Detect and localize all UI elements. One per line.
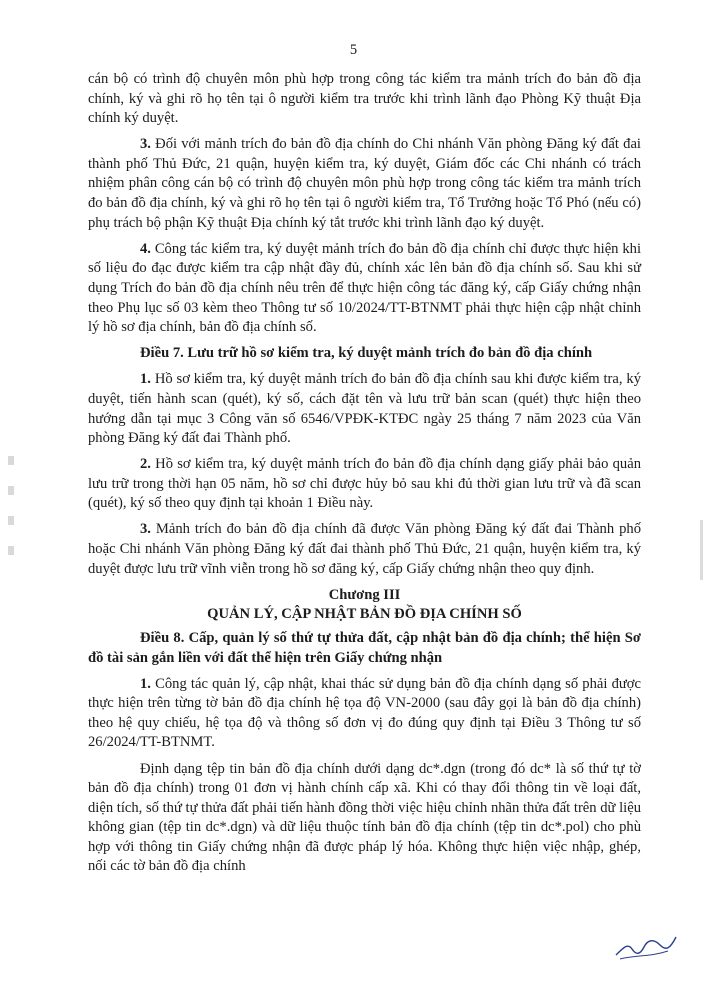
paragraph-continuation: cán bộ có trình độ chuyên môn phù hợp trong công tác kiểm tra mảnh trích đo bản đồ địa chính, ký và ghi rõ họ tên tại ô người kiểm tra trước khi trình lãnh đạo Phòng Kỹ thuật Địa chính ký duyệt.	[88, 71, 641, 127]
margin-mark	[8, 456, 14, 465]
page-number: 5	[349, 42, 358, 58]
article-7-heading: Điều 7. Lưu trữ hồ sơ kiểm tra, ký duyệt mảnh trích đo bản đồ địa chính	[140, 345, 593, 362]
clause-text: Công tác kiểm tra, ký duyệt mảnh trích đo bản đồ địa chính chỉ được thực hiện khi số liệu đo đạc được kiểm tra cập nhật đầy đủ, chính xác lên bản đồ địa chính số. Sau khi sử dụng Trích đo bản đồ địa chính nêu trên để thực hiện công tác đăng ký, cấp Giấy chứng nhận theo Phụ lục số 03 kèm theo Thông tư số 10/2024/TT-BTNMT phải thực hiện cập nhật chỉnh lý hồ sơ địa chính, bản đồ địa chính số.	[88, 240, 641, 336]
clause-number: 1.	[140, 371, 151, 388]
margin-mark	[8, 516, 14, 525]
paragraph-article7-clause-3	[88, 520, 641, 579]
paragraph-clause-4	[88, 240, 641, 338]
clause-text: Đối với mảnh trích đo bản đồ địa chính do Chi nhánh Văn phòng Đăng ký đất đai thành phố Thủ Đức, 21 quận, huyện kiểm tra, ký duyệt, Giám đốc các Chi nhánh có trách nhiệm phân công cán bộ có trình độ chuyên môn phù hợp trong công tác kiểm tra mảnh trích đo bản đồ địa chính, ký và ghi rõ họ tên tại ô người kiểm tra, Tổ Trưởng hoặc Tổ Phó (nếu có) phụ trách bộ phận Kỹ thuật Địa chính ký tắt trước khi trình lãnh đạo ký duyệt.	[88, 136, 641, 231]
document-body	[88, 70, 641, 884]
paragraph-clause-3	[88, 135, 641, 233]
article-8-heading: Điều 8. Cấp, quản lý số thứ tự thửa đất, cập nhật bản đồ địa chính; thể hiện Sơ đồ tài sản gắn liền với đất thể hiện trên Giấy chứng nhận	[88, 629, 641, 666]
margin-mark	[8, 546, 14, 555]
initial-signature-icon	[610, 925, 680, 965]
clause-number: 3.	[140, 136, 151, 153]
clause-number: 1.	[140, 675, 151, 692]
clause-number: 4.	[140, 240, 151, 257]
clause-text: Công tác quản lý, cập nhật, khai thác sử dụng bản đồ địa chính dạng số phải được thực hiện trên từng tờ bản đồ địa chính hệ tọa độ VN-2000 (sau đây gọi là bản đồ địa chính) theo hệ quy chiếu, hệ tọa độ và thông số đơn vị đo đúng quy định tại Điều 3 Thông tư số 26/2024/TT-BTNMT.	[88, 675, 641, 751]
paragraph-article7-clause-1	[88, 370, 641, 448]
clause-text: Mảnh trích đo bản đồ địa chính đã được Văn phòng Đăng ký đất đai Thành phố hoặc Chi nhánh Văn phòng Đăng ký đất đai thành phố Thủ Đức, 21 quận, huyện kiểm tra, ký duyệt được lưu trữ vĩnh viễn trong hồ sơ đăng ký, cấp Giấy chứng nhận theo quy định.	[88, 521, 641, 577]
paragraph-dgn-format: Định dạng tệp tin bản đồ địa chính dưới dạng dc*.dgn (trong đó dc* là số thứ tự tờ bản đồ địa chính) trong 01 đơn vị hành chính cấp xã. Khi có thay đổi thông tin về loại đất, diện tích, số thứ tự thửa đất phải tiến hành đồng thời việc hiệu chỉnh nhãn thửa đất trên dữ liệu không gian (tệp tin dc*.dgn) và dữ liệu thuộc tính bản đồ địa chính (tệp tin dc*.pol) cho phù hợp với thông tin Giấy chứng nhận đã được pháp lý hóa. Không thực hiện việc nhập, ghép, nối các tờ bản đồ địa chính	[88, 760, 641, 875]
page-edge-mark	[700, 520, 703, 580]
paragraph-article7-clause-2	[88, 455, 641, 514]
clause-number: 2.	[140, 456, 151, 473]
chapter-heading: Chương III	[328, 586, 401, 603]
paragraph-article8-clause-1	[88, 675, 641, 753]
margin-mark	[8, 486, 14, 495]
clause-text: Hồ sơ kiểm tra, ký duyệt mảnh trích đo bản đồ địa chính dạng giấy phải bảo quản lưu trữ trong thời hạn 05 năm, hồ sơ chỉ được hủy bỏ sau khi đủ thời gian lưu trữ và đã scan (quét), ký số theo quy định tại khoản 1 Điều này.	[88, 456, 641, 512]
margin-stamp-marks	[8, 456, 18, 576]
clause-text: Hồ sơ kiểm tra, ký duyệt mảnh trích đo bản đồ địa chính sau khi được kiểm tra, ký duyệt, tiến hành scan (quét), ký số, cách đặt tên và lưu trữ bản scan (quét) thực hiện theo hướng dẫn tại mục 3 Công văn số 6546/VPĐK-KTĐC ngày 25 tháng 7 năm 2023 của Văn phòng Đăng ký đất đai Thành phố.	[88, 371, 641, 447]
clause-number: 3.	[140, 521, 151, 538]
chapter-title: QUẢN LÝ, CẬP NHẬT BẢN ĐỒ ĐỊA CHÍNH SỐ	[207, 606, 522, 623]
